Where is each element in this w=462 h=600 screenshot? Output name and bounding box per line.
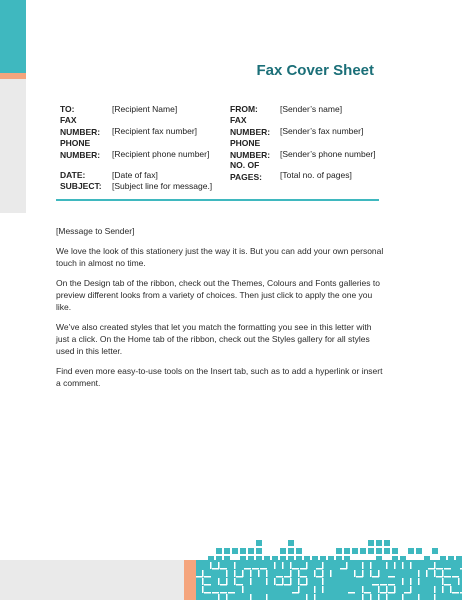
fax-label: FAX NUMBER: [60,115,101,137]
message-placeholder: [Message to Sender] [56,226,135,236]
fax-date: [Date of fax] [112,170,158,180]
pattern-square [368,548,374,554]
pattern-square [344,548,350,554]
pattern-square [376,548,382,554]
pattern-square [232,548,238,554]
recipient-name: [Recipient Name] [112,104,178,114]
sender-fax-label: FAX NUMBER: [230,115,271,137]
subject-label: SUBJECT: [60,181,102,191]
fax-subject: [Subject line for message.] [112,181,213,191]
pattern-square [376,540,382,546]
sender-phone-label: PHONE NUMBER: [230,138,271,160]
pattern-square [280,548,286,554]
message-paragraph: We love the look of this stationery just the way it is. But you can add your own personal touch in almost no time. [56,246,384,268]
pattern-square [256,548,262,554]
pattern-square [416,548,422,554]
pattern-square [256,540,262,546]
pattern-square [336,548,342,554]
sender-phone: [Sender’s phone number] [280,149,376,159]
pages-label: NO. OF PAGES: [230,160,262,182]
pattern-square [288,548,294,554]
page-count: [Total no. of pages] [280,170,352,180]
pattern-square [352,548,358,554]
pattern-square [368,540,374,546]
pattern-square [248,548,254,554]
from-label: FROM: [230,104,258,114]
sender-fax: [Sender’s fax number] [280,126,364,136]
message-body [56,225,386,397]
to-label: TO: [60,104,75,114]
left-orange-accent [0,73,26,79]
recipient-fax: [Recipient fax number] [112,126,198,136]
pattern-square [384,548,390,554]
pattern-square [288,540,294,546]
pattern-square [224,548,230,554]
sender-name: [Sender’s name] [280,104,343,114]
pattern-square [408,548,414,554]
pattern-square [216,548,222,554]
pattern-square [392,548,398,554]
header-divider [56,199,379,201]
message-paragraph: We’ve also created styles that let you match the formatting you see in this letter with just a click. On the Home tab of the ribbon, check out the Styles gallery for all styles used in this letter. [56,322,372,356]
bottom-gray-band [0,560,462,600]
date-label: DATE: [60,170,86,180]
pattern-square [296,548,302,554]
pattern-square [384,540,390,546]
left-teal-accent [0,0,26,73]
pattern-square [360,548,366,554]
fax-fields [60,104,380,194]
message-paragraph: Find even more easy-to-use tools on the Insert tab, such as to add a hyperlink or insert a comment. [56,366,383,388]
message-paragraph: On the Design tab of the ribbon, check out the Themes, Colours and Fonts galleries to preview different looks from a variety of choices. Then just click to apply the one you like. [56,278,380,312]
document-title: Fax Cover Sheet [256,62,374,79]
phone-label: PHONE NUMBER: [60,138,101,160]
bottom-orange-accent [184,560,196,600]
pattern-square [240,548,246,554]
pattern-square [432,548,438,554]
recipient-phone: [Recipient phone number] [112,149,210,159]
